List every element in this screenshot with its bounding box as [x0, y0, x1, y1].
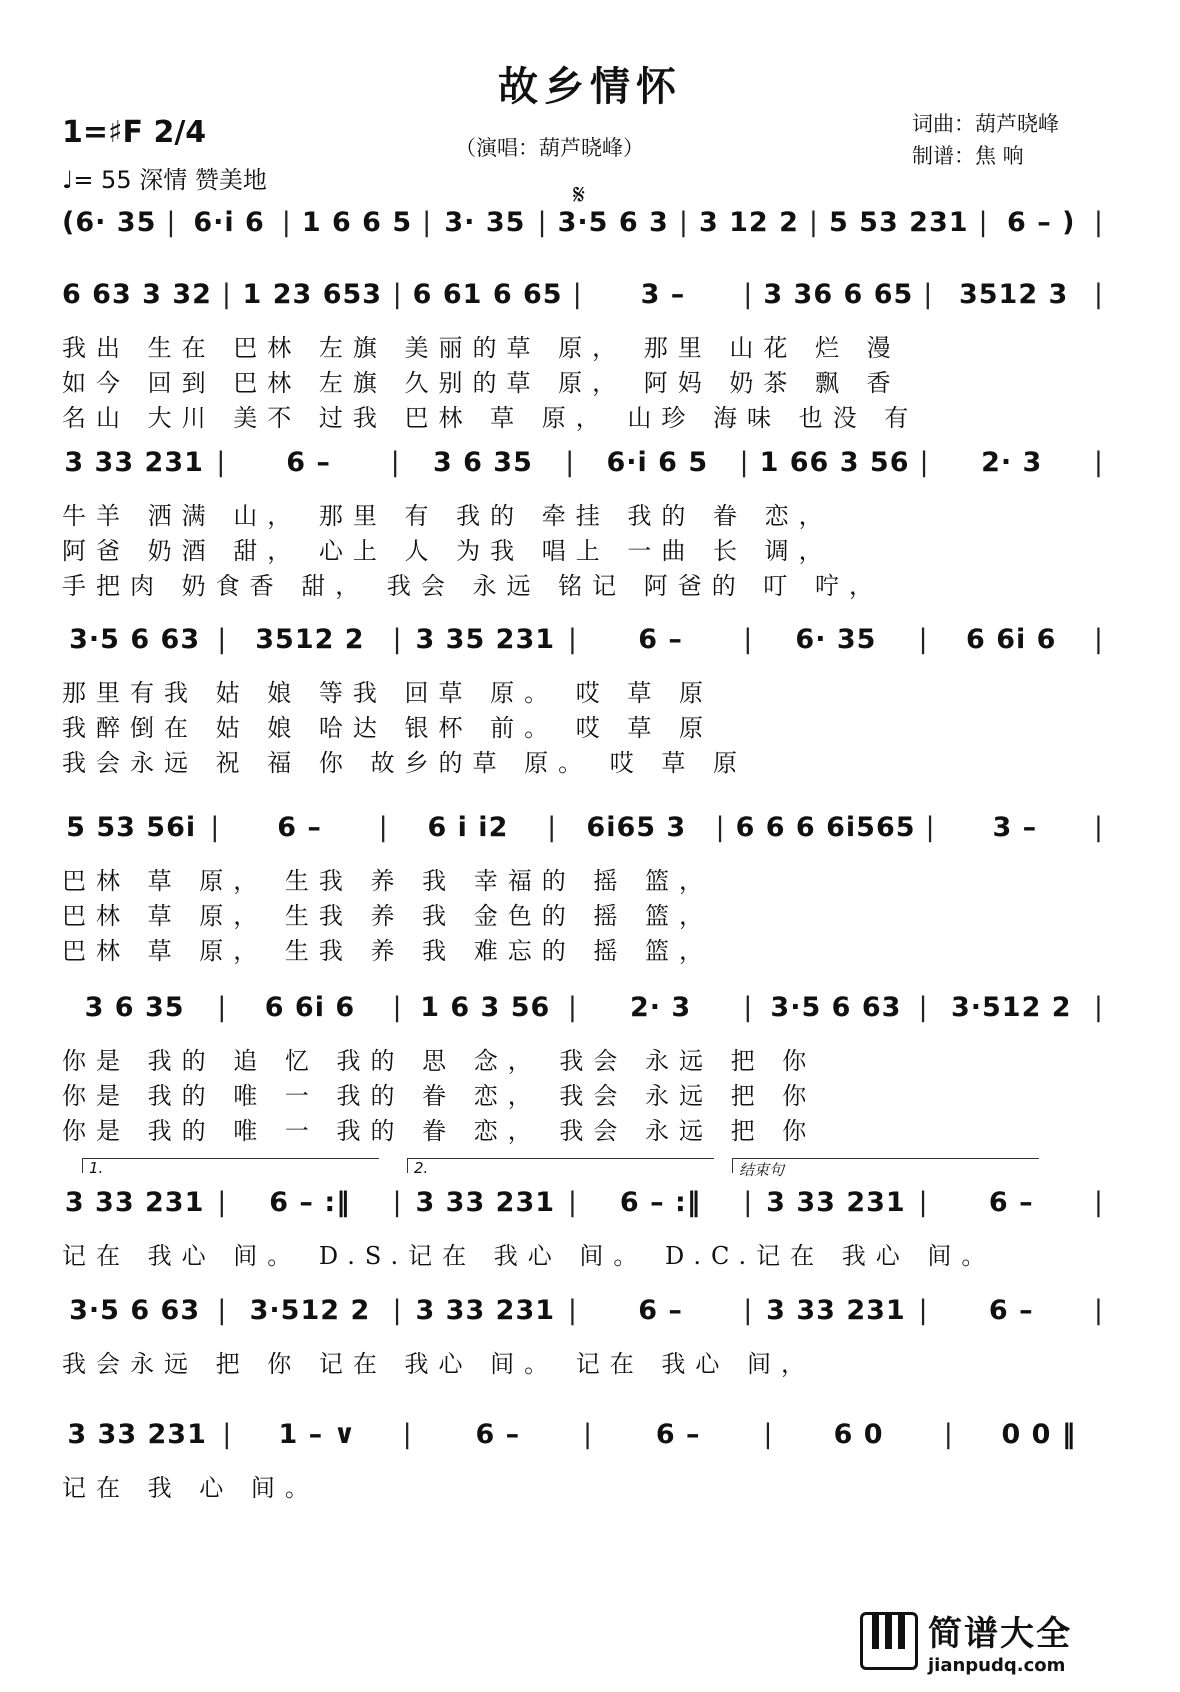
- lyric-line: 巴林 草 原， 生我 养 我 难忘的 摇 篮，: [62, 937, 714, 965]
- measure: 6·i 6 5: [606, 446, 709, 478]
- lyric-line: 你是 我的 唯 一 我的 眷 恋， 我会 永远 把 你: [62, 1117, 817, 1145]
- lyric-line: 手把肉 奶食香 甜， 我会 永远 铭记 阿爸的 叮 咛，: [62, 572, 884, 600]
- measure: 3 33 231: [766, 1186, 906, 1218]
- measure: 3 6 35: [432, 446, 533, 478]
- volta-bracket: 结束句: [732, 1158, 1039, 1173]
- notes-row: 6 63 3 32 | 1 23 653 | 6 61 6 65 | 3 – | 3 36 6 65 | 3512 3 |: [62, 278, 1105, 310]
- notes-row: 3 33 231 | 6 – :‖ | 3 33 231 | 6 – :‖ | 3 33 231 | 6 – |: [62, 1180, 1114, 1224]
- measure: 3·5 6 63: [69, 623, 201, 655]
- lyric-line: 我会永远 祝 福 你 故乡的草 原。 哎 草 原: [62, 749, 748, 777]
- lyric-line: 你是 我的 唯 一 我的 眷 恋， 我会 永远 把 你: [62, 1082, 817, 1110]
- lyric-line: 记在 我心 间。 D.S.记在 我心 间。 D.C.记在 我心 间。: [62, 1242, 996, 1270]
- measure: 6 63 3 32: [62, 278, 212, 310]
- site-logo[interactable]: [860, 1608, 1140, 1674]
- measure: 6 – :‖: [269, 1186, 351, 1218]
- measure: 6 –: [475, 1418, 521, 1450]
- measure: 3 36 6 65: [763, 278, 914, 310]
- measure: 2· 3: [629, 991, 692, 1023]
- piano-icon: [860, 1612, 918, 1670]
- song-title: 故乡情怀: [498, 63, 682, 110]
- key-signature: 1=♯F 2/4: [62, 115, 207, 150]
- measure: 6 –: [988, 1294, 1034, 1326]
- measure: 6i65 3: [586, 811, 687, 843]
- measure: 6 –: [277, 811, 322, 843]
- lyric-line: 那里有我 姑 娘 等我 回草 原。 哎 草 原: [62, 679, 714, 707]
- measure: 3·512 2: [950, 991, 1072, 1023]
- notes-row: 3 33 231 | 6 – | 3 6 35 | 6·i 6 5 | 1 66 3 56 | 2· 3 |: [62, 440, 1114, 484]
- notes-row: 3·5 6 63 | 3512 2 | 3 35 231 | 6 – | 6· 35 | 6 6i 6 |: [62, 617, 1114, 661]
- measure: 6 –: [286, 446, 331, 478]
- measure: 3·512 2: [249, 1294, 371, 1326]
- transcriber-credit: 制谱：焦 响: [912, 144, 1024, 168]
- lyric-line: 巴林 草 原， 生我 养 我 幸福的 摇 篮，: [62, 867, 714, 895]
- measure: 6 61 6 65: [412, 278, 563, 310]
- measure: 5 53 231: [829, 206, 969, 238]
- measure: 3 6 35: [84, 991, 185, 1023]
- measure: 3·5 6 3: [557, 206, 669, 238]
- measure: 3 33 231: [766, 1294, 906, 1326]
- measure: 6 –: [638, 623, 683, 655]
- measure: (6· 35: [62, 206, 157, 238]
- measure: 6 – :‖: [619, 1186, 702, 1218]
- measure: 3 12 2: [698, 206, 799, 238]
- volta-bracket: 1.: [82, 1158, 379, 1173]
- lyricist-credit: 词曲：葫芦晓峰: [912, 112, 1059, 136]
- measure: 6·i 6: [193, 206, 265, 238]
- measure: 6· 35: [795, 623, 877, 655]
- measure: 1 23 653: [242, 278, 383, 310]
- lyric-line: 我会永远 把 你 记在 我心 间。 记在 我心 间，: [62, 1350, 816, 1378]
- measure: 0 0 ‖: [1001, 1418, 1077, 1450]
- measure: 5 53 56i: [66, 811, 197, 843]
- measure: 3512 2: [255, 623, 365, 655]
- singer-credit: （演唱：葫芦晓峰）: [455, 136, 644, 160]
- notes-row: 3 33 231 | 1 – ∨ | 6 – | 6 – | 6 0 | 0 0 ‖: [62, 1412, 1114, 1456]
- lyric-line: 你是 我的 追 忆 我的 思 念， 我会 永远 把 你: [62, 1047, 817, 1075]
- measure: 2· 3: [981, 446, 1043, 478]
- measure: 3 33 231: [64, 1186, 205, 1218]
- measure: 6 –: [655, 1418, 701, 1450]
- measure: 6 – ): [1007, 206, 1076, 238]
- volta-bracket: 2.: [407, 1158, 714, 1173]
- measure: 6 0: [833, 1418, 884, 1450]
- measure: 1 – ∨: [278, 1418, 357, 1450]
- lyric-line: 我出 生在 巴林 左旗 美丽的草 原， 那里 山花 烂 漫: [62, 334, 901, 362]
- lyric-line: 牛羊 洒满 山， 那里 有 我的 牵挂 我的 眷 恋，: [62, 502, 833, 530]
- measure: 6 6i 6: [264, 991, 356, 1023]
- measure: 3·5 6 63: [770, 991, 902, 1023]
- measure: 3 35 231: [415, 623, 556, 655]
- measure: 6 –: [638, 1294, 683, 1326]
- tempo-marking: ♩= 55 深情 赞美地: [62, 166, 267, 194]
- logo-url: jianpudq.com: [928, 1655, 1066, 1676]
- logo-name: 简谱大全: [928, 1614, 1072, 1654]
- measure: 3· 35: [444, 206, 526, 238]
- measure: 6 i i2: [427, 811, 509, 843]
- lyric-line: 记在 我 心 间。: [62, 1474, 319, 1502]
- segno-sign: 𝄋: [573, 178, 586, 211]
- measure: 6 –: [988, 1186, 1034, 1218]
- measure: 1 6 6 5: [301, 206, 413, 238]
- measure: 1 66 3 56: [759, 446, 910, 478]
- lyric-line: 我醉倒在 姑 娘 哈达 银杯 前。 哎 草 原: [62, 714, 714, 742]
- measure: 1 6 3 56: [420, 991, 551, 1023]
- measure: 3 33 231: [64, 446, 204, 478]
- measure: 3 –: [640, 278, 686, 310]
- lyric-line: 如今 回到 巴林 左旗 久别的草 原， 阿妈 奶茶 飘 香: [62, 369, 901, 397]
- measure: 3 33 231: [67, 1418, 207, 1450]
- notes-row: 5 53 56i | 6 – | 6 i i2 | 6i65 3 | 6 6 6 6i565 | 3 – |: [62, 805, 1114, 849]
- measure: 3512 3: [958, 278, 1069, 310]
- measure: 3 –: [992, 811, 1038, 843]
- lyric-line: 名山 大川 美不 过我 巴林 草 原， 山珍 海味 也没 有: [62, 404, 919, 432]
- lyric-line: 阿爸 奶酒 甜， 心上 人 为我 唱上 一曲 长 调，: [62, 537, 833, 565]
- lyric-line: 巴林 草 原， 生我 养 我 金色的 摇 篮，: [62, 902, 714, 930]
- measure: 3 33 231: [415, 1186, 556, 1218]
- notes-row: (6· 35 | 6·i 6 | 1 6 6 5 | 3· 35 | 3·5 6 3 | 3 12 2 | 5 53 231 | 6 – ) |: [62, 206, 1104, 238]
- notes-row: 3 6 35 | 6 6i 6 | 1 6 3 56 | 2· 3 | 3·5 6 63 | 3·512 2 |: [62, 985, 1114, 1029]
- notes-row: 3·5 6 63 | 3·512 2 | 3 33 231 | 6 – | 3 33 231 | 6 – |: [62, 1288, 1114, 1332]
- measure: 3 33 231: [415, 1294, 556, 1326]
- measure: 6 6 6 6i565: [735, 811, 916, 843]
- measure: 3·5 6 63: [69, 1294, 201, 1326]
- measure: 6 6i 6: [966, 623, 1057, 655]
